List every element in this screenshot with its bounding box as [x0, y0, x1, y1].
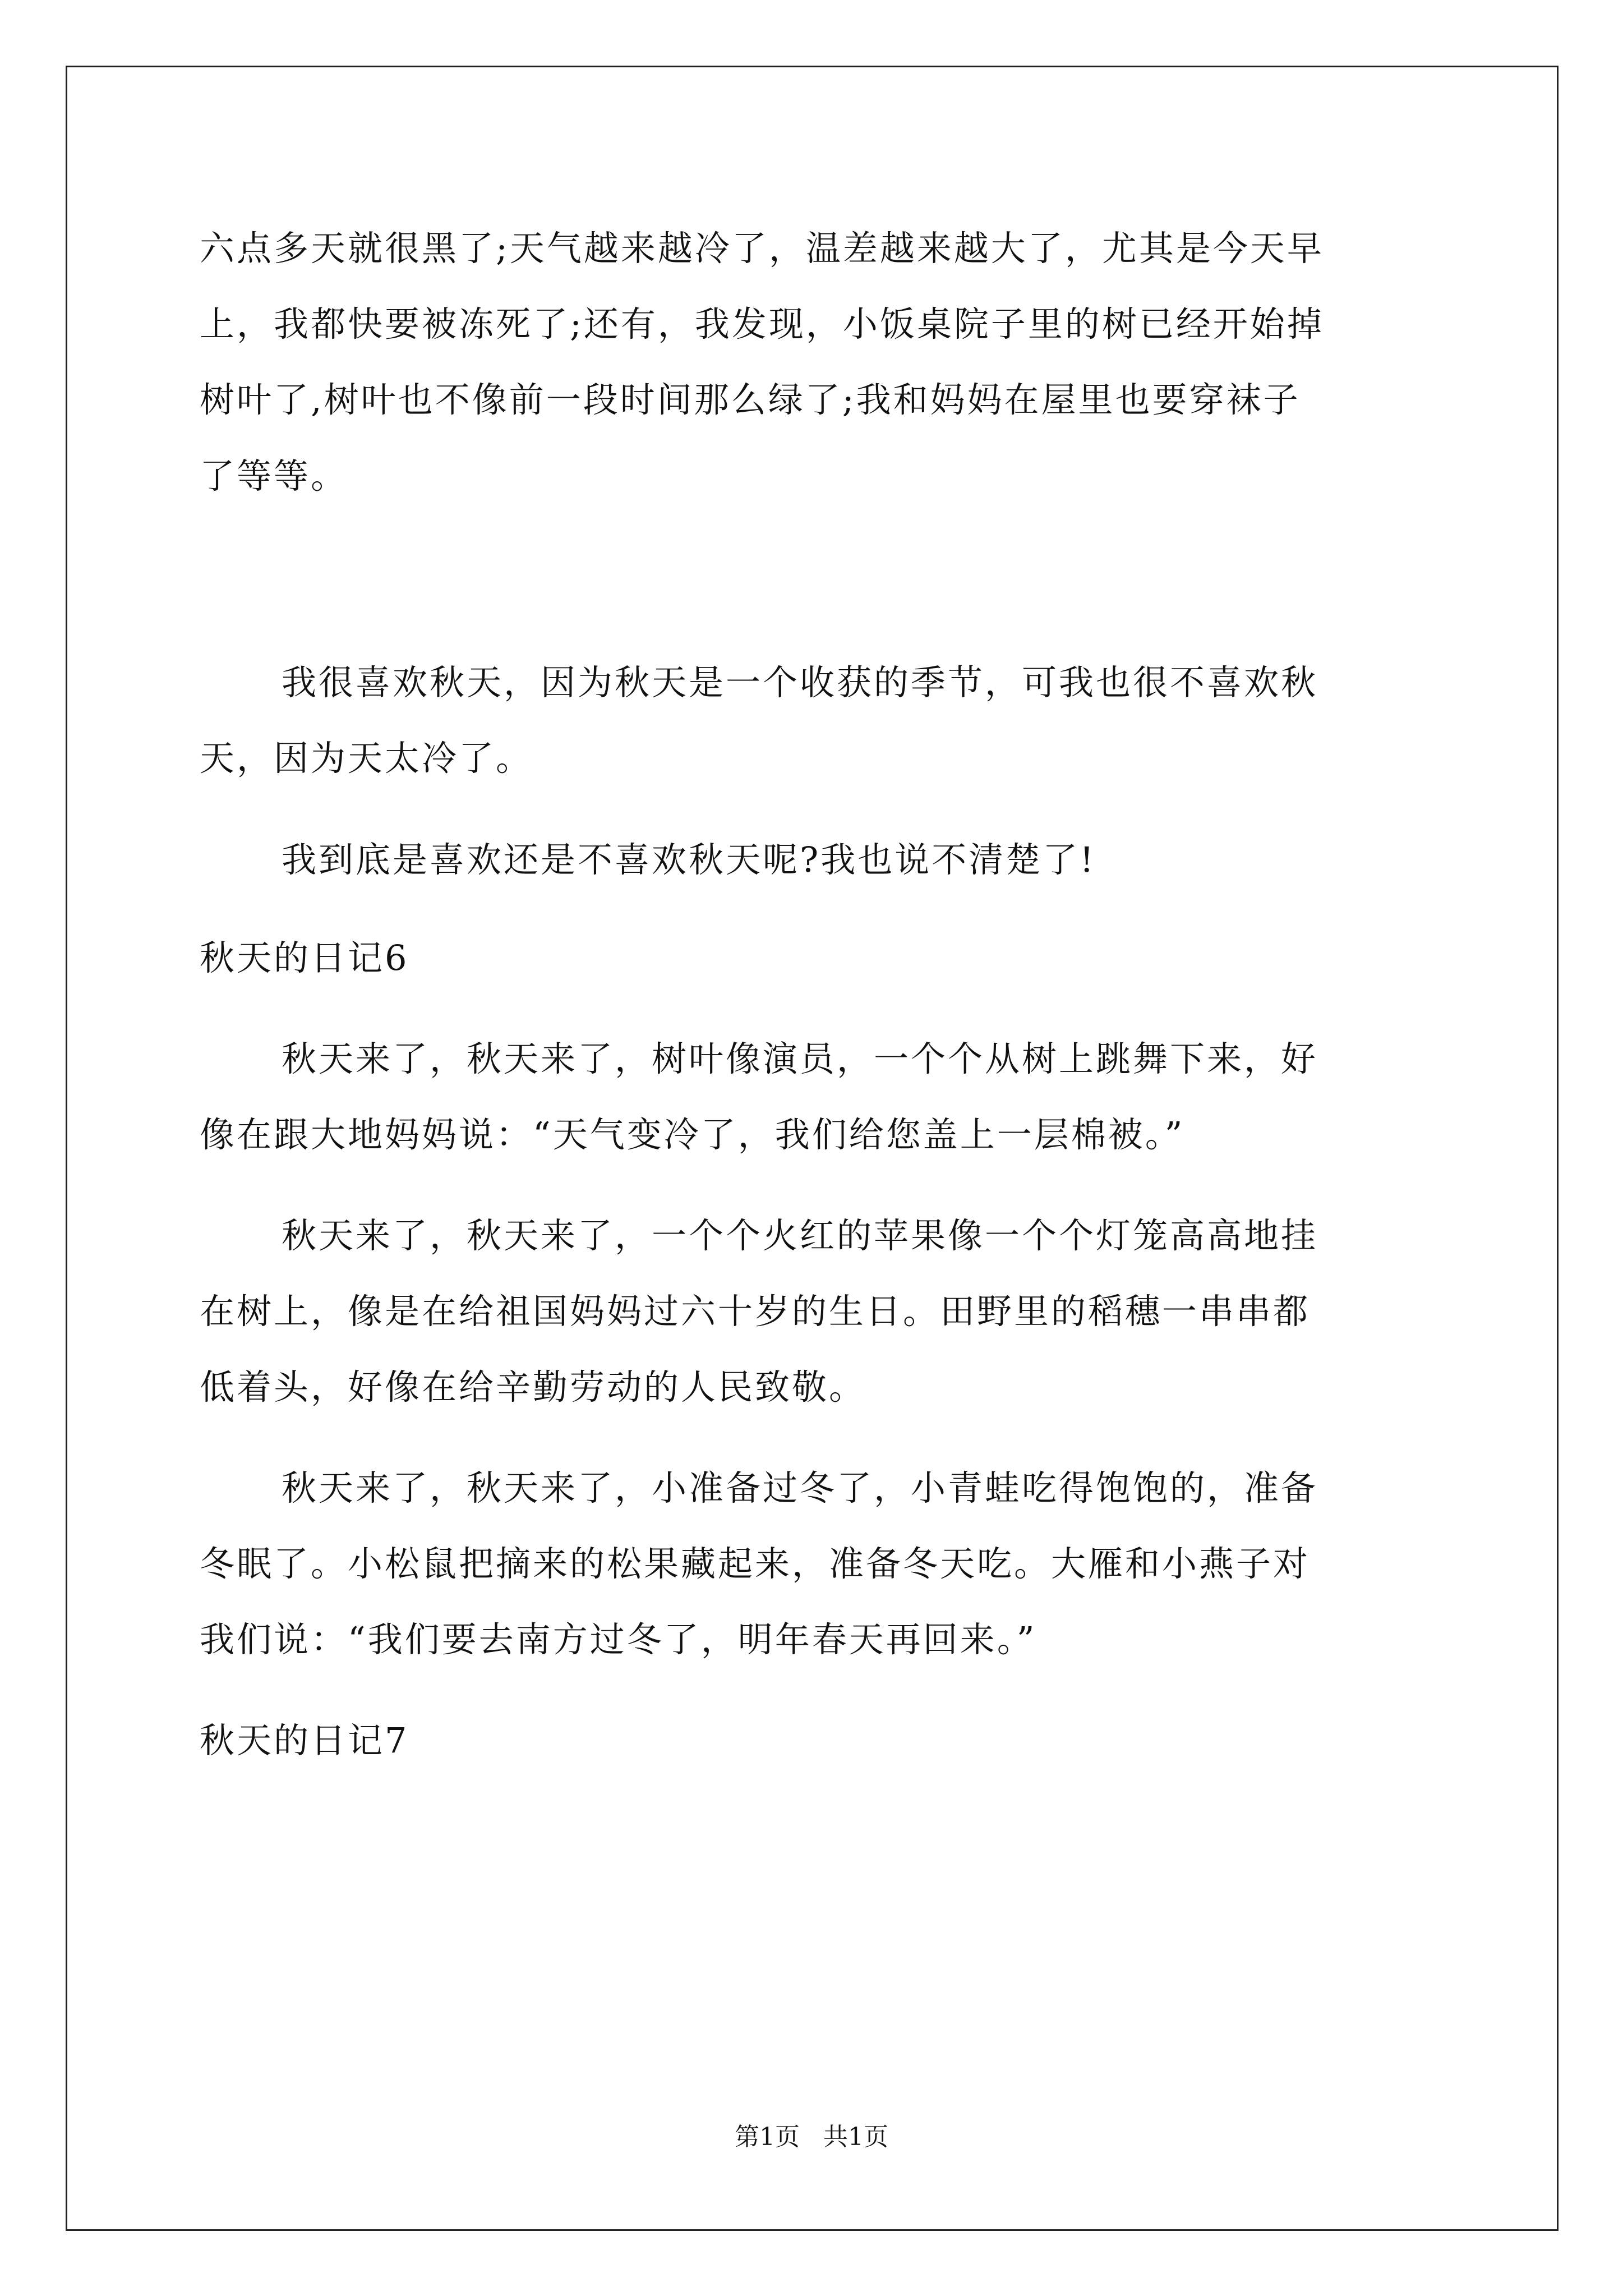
- text-line: 在树上，像是在给祖国妈妈过六十岁的生日。田野里的稻穗一串串都: [200, 1291, 1311, 1332]
- text-line: 秋天来了，秋天来了，一个个火红的苹果像一个个灯笼高高地挂: [282, 1215, 1318, 1256]
- text-line: 树叶了,树叶也不像前一段时间那么绿了;我和妈妈在屋里也要穿袜子: [200, 379, 1301, 420]
- text-line: 了等等。: [200, 455, 348, 496]
- text-line: 我很喜欢秋天，因为秋天是一个收获的季节，可我也很不喜欢秋: [282, 662, 1318, 703]
- text-line: 秋天来了，秋天来了，树叶像演员，一个个从树上跳舞下来，好: [282, 1038, 1318, 1079]
- text-line: 我到底是喜欢还是不喜欢秋天呢?我也说不清楚了!: [282, 839, 1096, 880]
- text-line: 低着头，好像在给辛勤劳动的人民致敬。: [200, 1366, 866, 1407]
- section-heading: 秋天的日记7: [200, 1720, 409, 1761]
- text-line: 冬眠了。小松鼠把摘来的松果藏起来，准备冬天吃。大雁和小燕子对: [200, 1543, 1311, 1584]
- text-line: 六点多天就很黑了;天气越来越冷了，温差越来越大了，尤其是今天早: [200, 228, 1324, 269]
- page-footer: 第1页 共1页: [735, 2123, 888, 2151]
- text-line: 我们说：“我们要去南方过冬了，明年春天再回来。”: [200, 1619, 1037, 1660]
- section-heading: 秋天的日记6: [200, 937, 409, 978]
- text-line: 像在跟大地妈妈说：“天气变冷了，我们给您盖上一层棉被。”: [200, 1114, 1185, 1155]
- text-line: 天，因为天太冷了。: [200, 738, 533, 779]
- text-line: 秋天来了，秋天来了，小准备过冬了，小青蛙吃得饱饱的，准备: [282, 1467, 1318, 1508]
- text-line: 上，我都快要被冻死了;还有，我发现，小饭桌院子里的树已经开始掉: [200, 303, 1324, 344]
